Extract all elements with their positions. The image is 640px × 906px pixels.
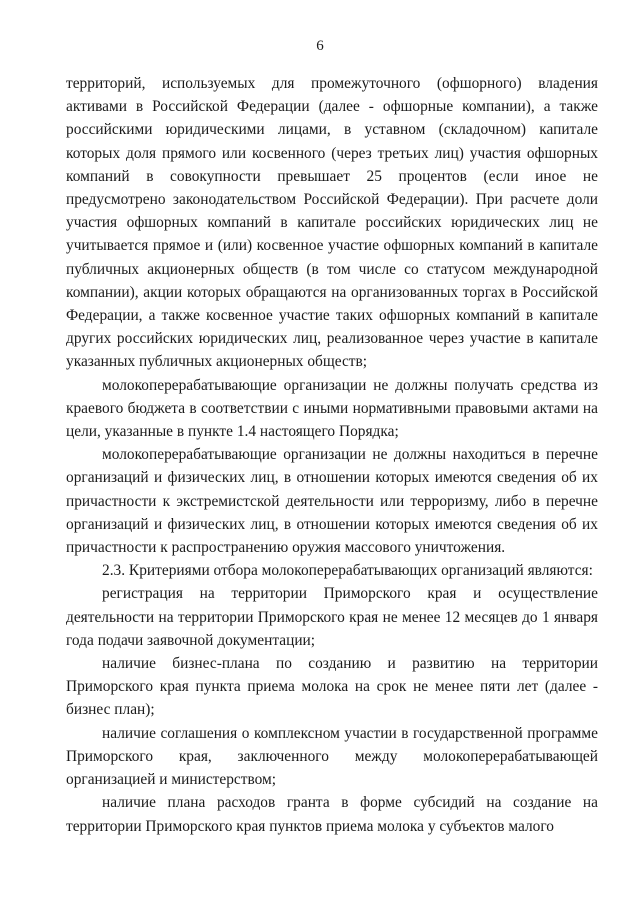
paragraph-criterion-business-plan: наличие бизнес-плана по созданию и развитию на территории Приморского края пункта приема молока на срок не менее пяти лет (далее - бизнес план);	[66, 655, 598, 719]
paragraph-criterion-registration: регистрация на территории Приморского края и осуществление деятельности на территории Приморского края не менее 12 месяцев до 1 января года подачи заявочной документации;	[66, 585, 598, 649]
paragraph-not-in-extremism-list: молокоперерабатывающие организации не должны находиться в перечне организаций и физических лиц, в отношении которых имеются сведения об их причастности к экстремистской деятельности или терроризму, либо в перечне организаций и физических лиц, в отношении которых имеются сведения об их причастности к распространению оружия массового уничтожения.	[66, 446, 598, 557]
paragraph-criterion-agreement: наличие соглашения о комплексном участии в государственной программе Приморского края, заключенного между молокоперерабатывающей организацией и министерством;	[66, 724, 598, 789]
page-number: 6	[316, 38, 324, 54]
document-body	[66, 72, 598, 838]
paragraph-criterion-grant-plan: наличие плана расходов гранта в форме субсидий на создание на территории Приморского края пунктов приема молока у субъектов малого	[66, 794, 598, 835]
paragraph-no-budget-funds: молокоперерабатывающие организации не должны получать средства из краевого бюджета в соответствии с иными нормативными правовыми актами на цели, указанные в пункте 1.4 настоящего Порядка;	[66, 376, 598, 441]
paragraph-offshore-definition: территорий, используемых для промежуточного (офшорного) владения активами в Российской Федерации (далее - офшорные компании), а также российскими юридическими лицами, в уставном (складочном) капитале которых доля прямого или косвенного (через третьих лиц) участия офшорных компаний в совокупности превышает 25 процентов (если иное не предусмотрено законодательством Российской Федерации). При расчете доли участия офшорных компаний в капитале российских юридических лиц не учитывается прямое и (или) косвенное участие офшорных компаний в капитале публичных акционерных обществ (в том числе со статусом международной компании), акции которых обращаются на организованных торгах в Российской Федерации, а также косвенное участие таких офшорных компаний в капитале других российских юридических лиц, реализованное через участие в капитале указанных публичных акционерных обществ;	[66, 75, 598, 371]
paragraph-selection-criteria-heading: 2.3. Критериями отбора молокоперерабатывающих организаций являются:	[102, 562, 593, 580]
